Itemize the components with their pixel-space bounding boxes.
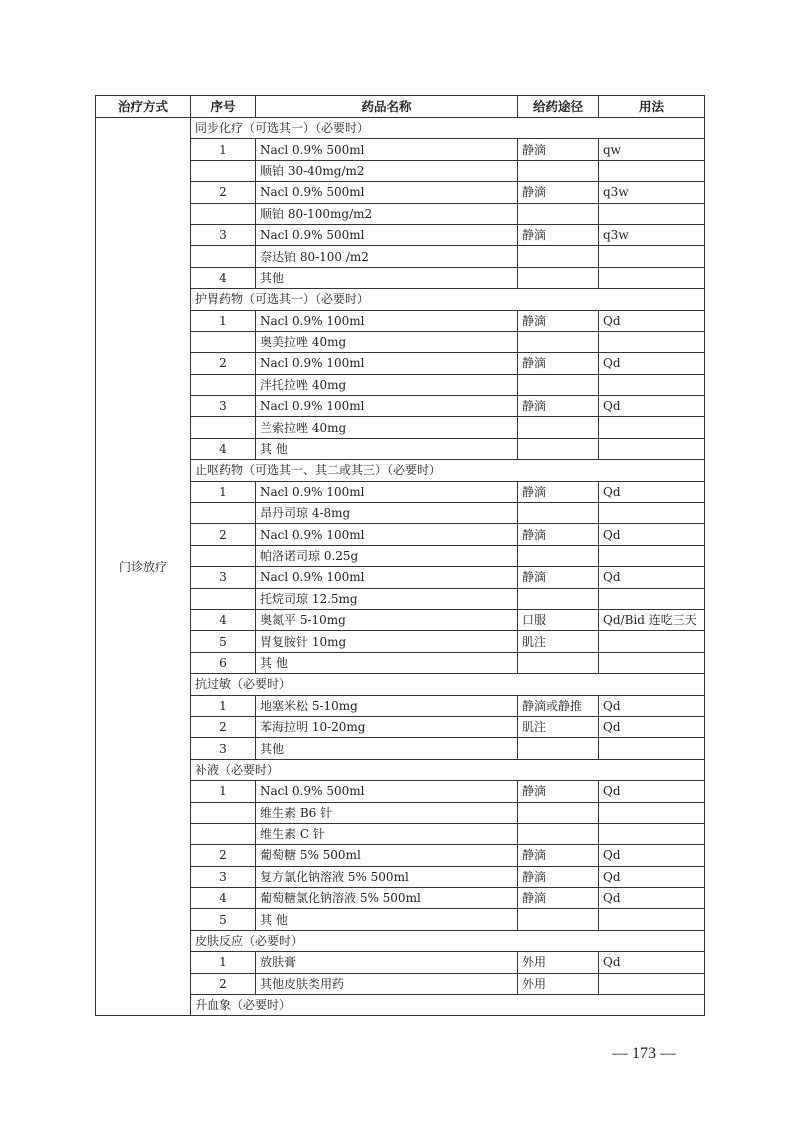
row-number: 4 [191,888,256,909]
route [518,909,599,930]
drug-name: 维生素 C 针 [256,823,518,844]
drug-name: 帕洛诺司琼 0.25g [256,545,518,566]
section-row [96,118,705,139]
usage: Qd [599,524,705,545]
route [518,267,599,288]
route: 静滴 [518,481,599,502]
row-number: 1 [191,481,256,502]
route [518,203,599,224]
drug-name: 维生素 B6 针 [256,802,518,823]
drug-name: 放肤膏 [256,952,518,973]
header-treatment-mode: 治疗方式 [96,96,191,118]
route: 静滴 [518,224,599,245]
section-title: 升血象（必要时） [191,995,705,1016]
usage [599,652,705,673]
header-number: 序号 [191,96,256,118]
drug-name: Nacl 0.9% 100ml [256,481,518,502]
row-number: 2 [191,353,256,374]
route: 静滴 [518,781,599,802]
usage: Qd [599,353,705,374]
usage [599,545,705,566]
drug-name: 复方氯化钠溶液 5% 500ml [256,866,518,887]
section-title: 止呕药物（可选其一、其二或其三）（必要时） [191,460,705,481]
usage: q3w [599,182,705,203]
route: 静滴 [518,567,599,588]
usage [599,374,705,395]
route [518,738,599,759]
route: 静滴 [518,524,599,545]
route: 肌注 [518,631,599,652]
header-route: 给药途径 [518,96,599,118]
page-number: — 173 — [612,1045,676,1062]
usage [599,160,705,181]
drug-name: 顺铂 80-100mg/m2 [256,203,518,224]
drug-name: Nacl 0.9% 100ml [256,524,518,545]
usage [599,331,705,352]
usage [599,417,705,438]
route [518,331,599,352]
drug-name: Nacl 0.9% 100ml [256,310,518,331]
route [518,652,599,673]
row-number [191,802,256,823]
usage [599,267,705,288]
usage [599,909,705,930]
row-number: 1 [191,695,256,716]
drug-name: Nacl 0.9% 500ml [256,182,518,203]
section-title: 同步化疗（可选其一）（必要时） [191,118,705,139]
row-number [191,823,256,844]
row-number [191,545,256,566]
route: 外用 [518,973,599,994]
usage: Qd [599,888,705,909]
route: 外用 [518,952,599,973]
row-number: 6 [191,652,256,673]
route [518,503,599,524]
section-title: 抗过敏（必要时） [191,674,705,695]
section-title: 补液（必要时） [191,759,705,780]
header-drug-name: 药品名称 [256,96,518,118]
route: 静滴 [518,310,599,331]
usage [599,738,705,759]
route [518,588,599,609]
row-number: 4 [191,267,256,288]
usage [599,203,705,224]
usage [599,588,705,609]
usage: Qd [599,952,705,973]
route [518,823,599,844]
usage [599,631,705,652]
usage: Qd [599,481,705,502]
drug-name: 其 他 [256,909,518,930]
route [518,160,599,181]
row-number: 2 [191,973,256,994]
drug-name: 胃复胺针 10mg [256,631,518,652]
row-number: 3 [191,567,256,588]
drug-name: 葡萄糖 5% 500ml [256,845,518,866]
row-number: 5 [191,909,256,930]
row-number: 2 [191,524,256,545]
drug-name: 葡萄糖氯化钠溶液 5% 500ml [256,888,518,909]
route: 静滴 [518,139,599,160]
route [518,438,599,459]
row-number [191,203,256,224]
usage [599,802,705,823]
route: 口服 [518,609,599,630]
route: 静滴 [518,353,599,374]
drug-name: 其 他 [256,438,518,459]
drug-name: 其他 [256,738,518,759]
row-number [191,246,256,267]
usage: Qd [599,567,705,588]
route: 肌注 [518,716,599,737]
row-number: 3 [191,224,256,245]
drug-name: Nacl 0.9% 100ml [256,567,518,588]
section-title: 护胃药物（可选其一）（必要时） [191,289,705,310]
drug-name: 其他皮肤类用药 [256,973,518,994]
row-number [191,417,256,438]
row-number [191,374,256,395]
usage: Qd [599,866,705,887]
row-number: 2 [191,182,256,203]
drug-name: Nacl 0.9% 100ml [256,353,518,374]
drug-name: 昂丹司琼 4-8mg [256,503,518,524]
route [518,545,599,566]
drug-name: 顺铂 30-40mg/m2 [256,160,518,181]
row-number: 2 [191,845,256,866]
row-number [191,331,256,352]
route [518,802,599,823]
usage: Qd [599,716,705,737]
row-number [191,588,256,609]
drug-name: 奈达铂 80-100 /m2 [256,246,518,267]
row-number: 1 [191,310,256,331]
drug-name: Nacl 0.9% 500ml [256,224,518,245]
drug-name: Nacl 0.9% 500ml [256,139,518,160]
drug-name: 托烷司琼 12.5mg [256,588,518,609]
route [518,417,599,438]
row-number [191,160,256,181]
drug-name: 其他 [256,267,518,288]
usage [599,973,705,994]
drug-name: Nacl 0.9% 500ml [256,781,518,802]
usage [599,246,705,267]
usage [599,503,705,524]
row-number: 3 [191,738,256,759]
route [518,246,599,267]
route: 静滴 [518,845,599,866]
drug-name: 泮托拉唑 40mg [256,374,518,395]
row-number: 4 [191,609,256,630]
row-number: 1 [191,139,256,160]
drug-name: 兰索拉唑 40mg [256,417,518,438]
usage: Qd/Bid 连吃三天 [599,609,705,630]
row-number: 1 [191,781,256,802]
treatment-mode-cell: 门诊放疗 [96,118,191,1016]
route: 静滴或静推 [518,695,599,716]
row-number: 3 [191,866,256,887]
medication-table [95,95,705,1016]
route [518,374,599,395]
route: 静滴 [518,182,599,203]
header-usage: 用法 [599,96,705,118]
drug-name: 苯海拉明 10-20mg [256,716,518,737]
usage: Qd [599,695,705,716]
drug-name: 奥氮平 5-10mg [256,609,518,630]
usage: Qd [599,396,705,417]
usage: Qd [599,845,705,866]
drug-name: 其 他 [256,652,518,673]
row-number: 4 [191,438,256,459]
row-number: 1 [191,952,256,973]
usage: q3w [599,224,705,245]
usage: Qd [599,781,705,802]
usage [599,438,705,459]
section-title: 皮肤反应（必要时） [191,930,705,951]
row-number: 5 [191,631,256,652]
route: 静滴 [518,888,599,909]
row-number: 2 [191,716,256,737]
route: 静滴 [518,866,599,887]
usage: qw [599,139,705,160]
table-header-row [96,96,705,118]
drug-name: Nacl 0.9% 100ml [256,396,518,417]
usage: Qd [599,310,705,331]
route: 静滴 [518,396,599,417]
row-number: 3 [191,396,256,417]
usage [599,823,705,844]
row-number [191,503,256,524]
drug-name: 地塞米松 5-10mg [256,695,518,716]
drug-name: 奥美拉唑 40mg [256,331,518,352]
